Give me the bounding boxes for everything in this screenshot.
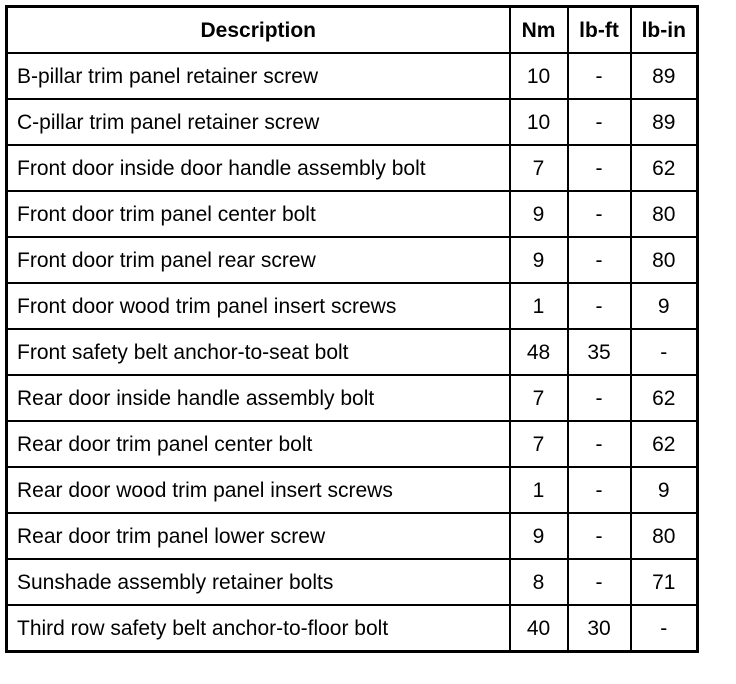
nm-cell: 1 (510, 467, 568, 513)
lbft-cell: - (568, 421, 631, 467)
lbft-cell: - (568, 375, 631, 421)
description-cell: Third row safety belt anchor-to-floor bolt (7, 605, 510, 652)
nm-cell: 48 (510, 329, 568, 375)
nm-cell: 1 (510, 283, 568, 329)
lbft-cell: - (568, 53, 631, 99)
lbin-cell: - (631, 605, 698, 652)
lbin-cell: - (631, 329, 698, 375)
lbft-cell: - (568, 283, 631, 329)
lbft-header: lb-ft (568, 7, 631, 54)
lbin-cell: 89 (631, 53, 698, 99)
table-row (7, 559, 698, 605)
description-cell: Front door wood trim panel insert screws (7, 283, 510, 329)
table-row (7, 191, 698, 237)
lbin-cell: 62 (631, 421, 698, 467)
torque-spec-table (5, 5, 699, 653)
lbin-cell: 80 (631, 237, 698, 283)
description-cell: Front door inside door handle assembly bolt (7, 145, 510, 191)
lbft-cell: - (568, 99, 631, 145)
nm-cell: 9 (510, 191, 568, 237)
nm-cell: 7 (510, 375, 568, 421)
nm-header: Nm (510, 7, 568, 54)
nm-cell: 9 (510, 513, 568, 559)
lbft-cell: 35 (568, 329, 631, 375)
table-row (7, 421, 698, 467)
description-cell: Rear door trim panel lower screw (7, 513, 510, 559)
lbft-cell: - (568, 145, 631, 191)
lbin-cell: 80 (631, 191, 698, 237)
table-row (7, 605, 698, 652)
nm-cell: 7 (510, 145, 568, 191)
lbin-cell: 71 (631, 559, 698, 605)
description-cell: Front door trim panel rear screw (7, 237, 510, 283)
description-cell: B-pillar trim panel retainer screw (7, 53, 510, 99)
nm-cell: 8 (510, 559, 568, 605)
lbin-cell: 9 (631, 283, 698, 329)
table-row (7, 513, 698, 559)
lbin-cell: 89 (631, 99, 698, 145)
description-header: Description (7, 7, 510, 54)
lbft-cell: - (568, 559, 631, 605)
lbin-cell: 80 (631, 513, 698, 559)
description-cell: Rear door wood trim panel insert screws (7, 467, 510, 513)
description-cell: Rear door inside handle assembly bolt (7, 375, 510, 421)
lbft-cell: 30 (568, 605, 631, 652)
table-row (7, 375, 698, 421)
lbft-cell: - (568, 191, 631, 237)
table-row (7, 467, 698, 513)
lbin-cell: 9 (631, 467, 698, 513)
description-cell: Front door trim panel center bolt (7, 191, 510, 237)
description-cell: Rear door trim panel center bolt (7, 421, 510, 467)
lbin-cell: 62 (631, 145, 698, 191)
table-row (7, 53, 698, 99)
nm-cell: 10 (510, 53, 568, 99)
description-cell: Sunshade assembly retainer bolts (7, 559, 510, 605)
nm-cell: 10 (510, 99, 568, 145)
table-row (7, 99, 698, 145)
lbft-cell: - (568, 467, 631, 513)
description-cell: Front safety belt anchor-to-seat bolt (7, 329, 510, 375)
nm-cell: 7 (510, 421, 568, 467)
lbin-cell: 62 (631, 375, 698, 421)
nm-cell: 40 (510, 605, 568, 652)
table-row (7, 329, 698, 375)
header-row (7, 7, 698, 54)
lbin-header: lb-in (631, 7, 698, 54)
table-row (7, 237, 698, 283)
lbft-cell: - (568, 513, 631, 559)
description-cell: C-pillar trim panel retainer screw (7, 99, 510, 145)
table-row (7, 283, 698, 329)
nm-cell: 9 (510, 237, 568, 283)
table-row (7, 145, 698, 191)
lbft-cell: - (568, 237, 631, 283)
